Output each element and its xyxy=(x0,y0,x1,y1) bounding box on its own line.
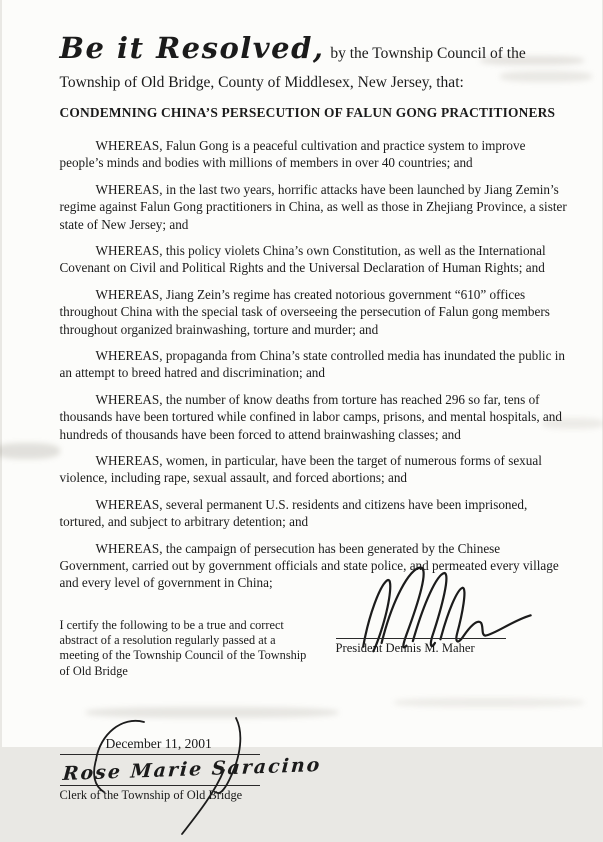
whereas-paragraph: WHEREAS, this policy violets China’s own Constitution, as well as the International Covenant on Civil and Political Rights and the Universal Declaration of Human Rights; and xyxy=(60,242,568,277)
opening-clause-text: by the Township Council of the Township of Old Bridge, County of Middlesex, New Jersey, that: xyxy=(60,45,526,91)
whereas-paragraph: WHEREAS, in the last two years, horrific attacks have been launched by Jiang Zemin’s regime against Falun Gong practitioners in China, as well as those in Zhejiang Province, a sister state of New Jersey; and xyxy=(60,181,568,233)
whereas-paragraph: WHEREAS, Falun Gong is a peaceful cultivation and practice system to improve people’s minds and bodies with millions of members in over 40 countries; and xyxy=(60,137,568,172)
whereas-paragraph: WHEREAS, the campaign of persecution has been generated by the Chinese Government, carried out by government officials and state police, and permeated every village and every level of government in China; xyxy=(60,540,568,592)
whereas-paragraph: WHEREAS, propaganda from China’s state controlled media has inundated the public in an attempt to breed hatred and discrimination; and xyxy=(60,347,568,382)
clerk-title-label: Clerk of the Township of Old Bridge xyxy=(60,786,320,803)
resolution-title: CONDEMNING CHINA’S PERSECUTION OF FALUN GONG PRACTITIONERS xyxy=(60,105,568,121)
whereas-paragraph: WHEREAS, Jiang Zein’s regime has created notorious government “610” offices throughout China with the special task of overseeing the persecution of Falun gong members throughout organized brainwashing, torture and murder; and xyxy=(60,286,568,338)
certification-statement: I certify the following to be a true and correct abstract of a resolution regularly passed at a meeting of the Township Council of the Township of Old Bridge xyxy=(60,618,312,679)
opening-clause xyxy=(60,26,568,95)
be-it-resolved-script-text: Be it Resolved, xyxy=(60,31,327,65)
scan-smudge xyxy=(0,443,60,459)
clerk-signature-handwriting: Rose Marie Saracino xyxy=(62,754,322,785)
president-name-label: President Dennis M. Maher xyxy=(336,641,475,655)
resolution-date-line xyxy=(60,736,260,755)
president-signature-line xyxy=(336,638,506,656)
resolution-document-page xyxy=(2,0,602,747)
whereas-paragraph: WHEREAS, several permanent U.S. residents and citizens have been imprisoned, tortured, and subject to arbitrary detention; and xyxy=(60,496,568,531)
resolution-date: December 11, 2001 xyxy=(106,736,212,751)
certification-and-signature-row xyxy=(60,618,568,712)
whereas-paragraph: WHEREAS, women, in particular, have been the target of numerous forms of sexual violence, including rape, sexual assault, and forced abortions; and xyxy=(60,452,568,487)
clerk-signature-block xyxy=(60,736,320,803)
whereas-paragraph: WHEREAS, the number of know deaths from torture has reached 296 so far, tens of thousands have been tortured while confined in labor camps, prisons, and mental hospitals, and hundreds of thousands have been forced to attend brainwashing classes; and xyxy=(60,391,568,443)
clerk-signature-line xyxy=(60,757,260,786)
resolution-body xyxy=(60,137,568,592)
president-signature-block xyxy=(336,562,568,656)
